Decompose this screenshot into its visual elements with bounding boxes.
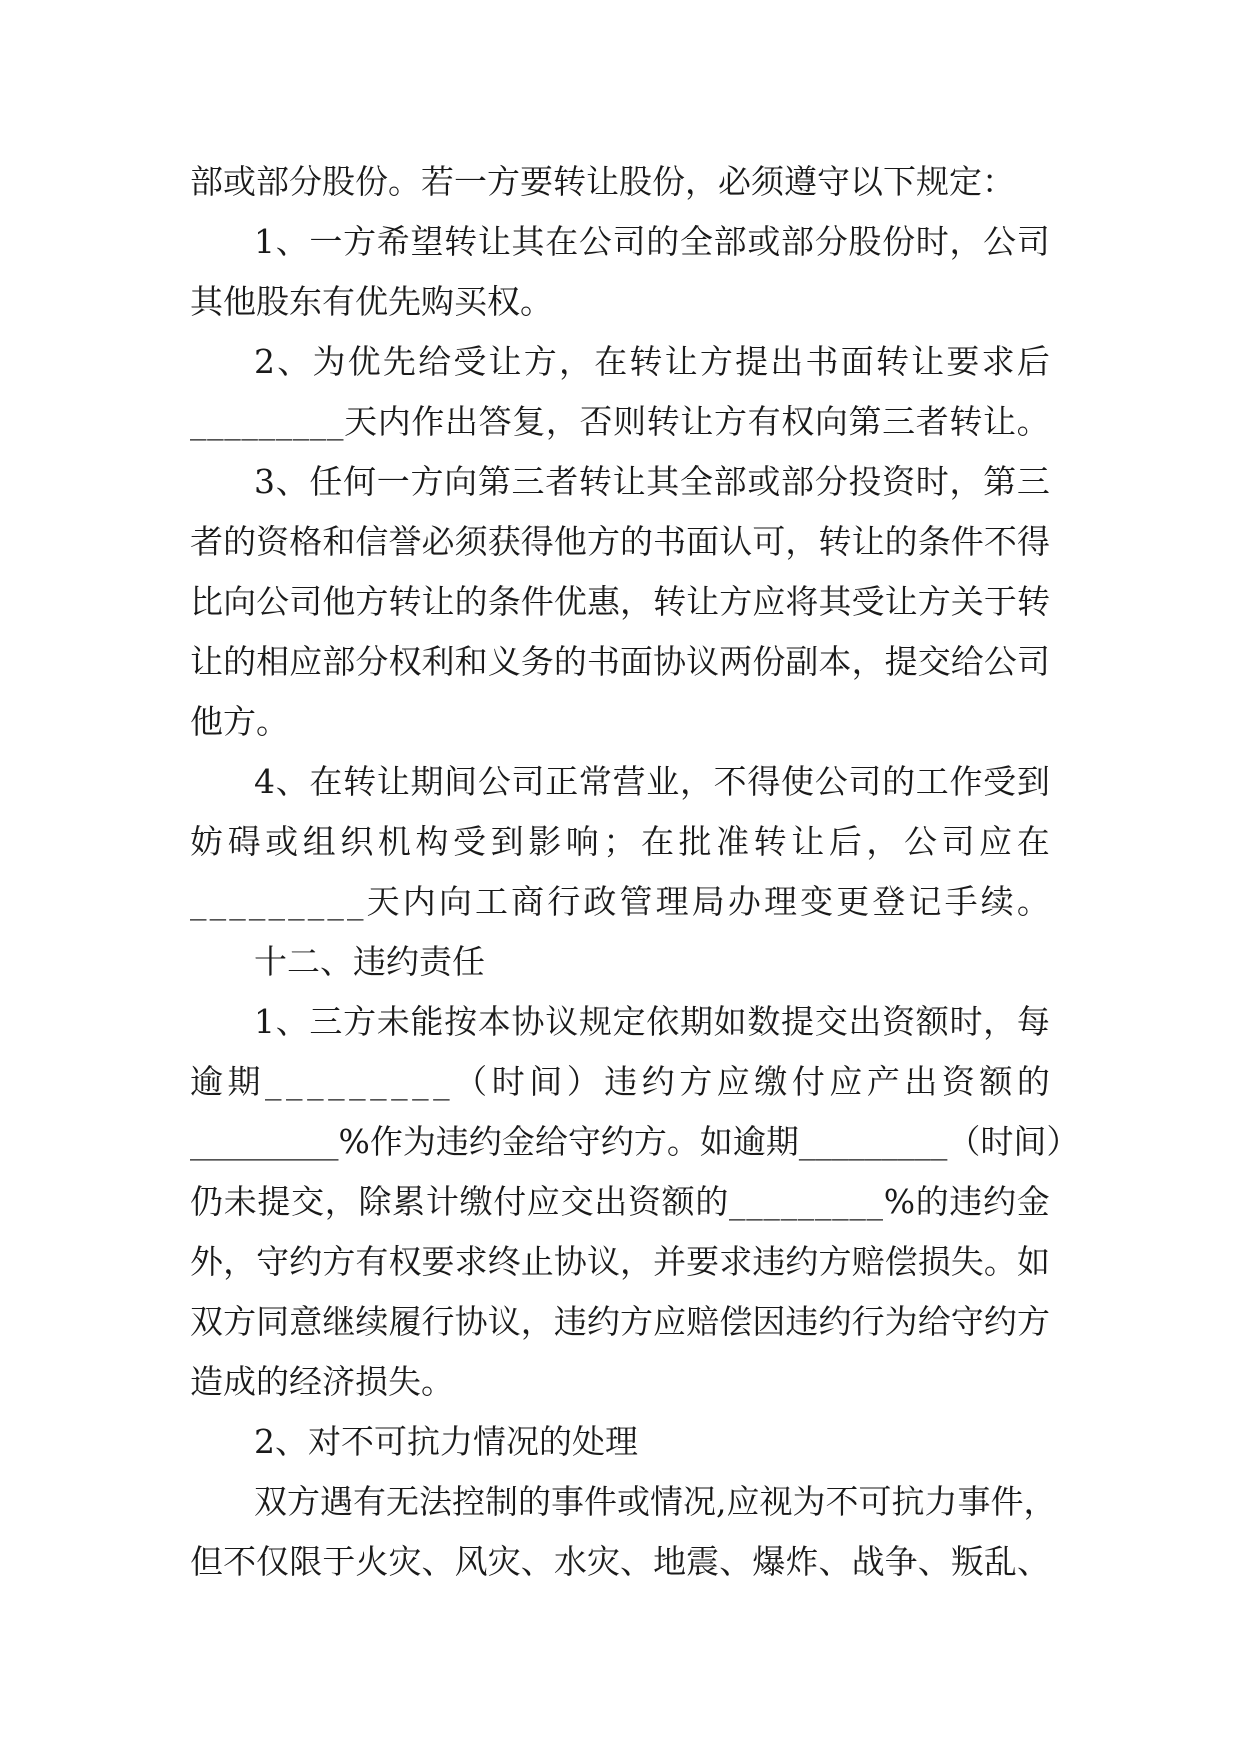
section-heading: 十二、违约责任 [254,942,485,981]
text-line: 比 向 公 司 他 方 转 让 的 条 件 优 惠 ， 转 让 方 应 将 其 受 让 方 关 于 转 [190,582,1050,621]
subsection-heading: 2、对不可抗力情况的处理 [254,1422,638,1461]
text-line: 但 不 仅 限 于 火 灾 、 风 灾 、 水 灾 、 地 震 、 爆 炸 、 战 争 、 叛 乱 、 [190,1542,1050,1581]
text-line: 3 、 任 何 一 方 向 第 三 者 转 让 其 全 部 或 部 分 投 资 时 ， 第 三 [254,462,1050,501]
text-line: 2 、 为 优 先 给 受 让 方 ， 在 转 让 方 提 出 书 面 转 让 要 求 后 [254,342,1050,381]
text-line: 造成的经济损失。 [190,1362,454,1401]
text-line: 双 方 同 意 继 续 履 行 协 议 ， 违 约 方 应 赔 偿 因 违 约 行 为 给 守 约 方 [190,1302,1050,1341]
text-line: 逾 期 _ _ _ _ _ _ _ _ _ （ 时 间 ） 违 约 方 应 缴 付 应 产 出 资 额 的 [190,1062,1050,1101]
text-line: 者 的 资 格 和 信 誉 必 须 获 得 他 方 的 书 面 认 可 ， 转 让 的 条 件 不 得 [190,522,1050,561]
text-line: 双 方 遇 有 无 法 控 制 的 事 件 或 情 况 , 应 视 为 不 可 抗 力 事 件 ， [254,1482,1057,1521]
text-line: 他方。 [190,702,289,741]
text-line: 4 、 在 转 让 期 间 公 司 正 常 营 业 ， 不 得 使 公 司 的 工 作 受 到 [254,762,1050,801]
text-line: _ _ _ _ _ _ _ _ _ % 作 为 违 约 金 给 守 约 方 。 如 逾 期 _ _ _ _ _ _ _ _ _ （ 时 间 ） [190,1122,1080,1161]
text-line: _ _ _ _ _ _ _ _ _ 天 内 作 出 答 复 ， 否 则 转 让 方 有 权 向 第 三 者 转 让 。 [190,402,1050,441]
text-line: _ _ _ _ _ _ _ _ _ 天 内 向 工 商 行 政 管 理 局 办 理 变 更 登 记 手 续 。 [190,882,1050,921]
text-line: 让 的 相 应 部 分 权 利 和 义 务 的 书 面 协 议 两 份 副 本 ， 提 交 给 公 司 [190,642,1050,681]
text-line: 仍 未 提 交 ， 除 累 计 缴 付 应 交 出 资 额 的 _ _ _ _ _ _ _ _ _ % 的 违 约 金 [190,1182,1050,1221]
text-line: 妨 碍 或 组 织 机 构 受 到 影 响 ； 在 批 准 转 让 后 ， 公 司 应 在 [190,822,1050,861]
text-line: 部或部分股份。若一方要转让股份，必须遵守以下规定： [190,162,1015,201]
text-line: 外 ， 守 约 方 有 权 要 求 终 止 协 议 ， 并 要 求 违 约 方 赔 偿 损 失 。 如 [190,1242,1050,1281]
text-line: 其他股东有优先购买权。 [190,282,553,321]
text-line: 1 、 三 方 未 能 按 本 协 议 规 定 依 期 如 数 提 交 出 资 额 时 ， 每 [254,1002,1050,1041]
text-line: 1 、 一 方 希 望 转 让 其 在 公 司 的 全 部 或 部 分 股 份 时 ， 公 司 [254,222,1050,261]
